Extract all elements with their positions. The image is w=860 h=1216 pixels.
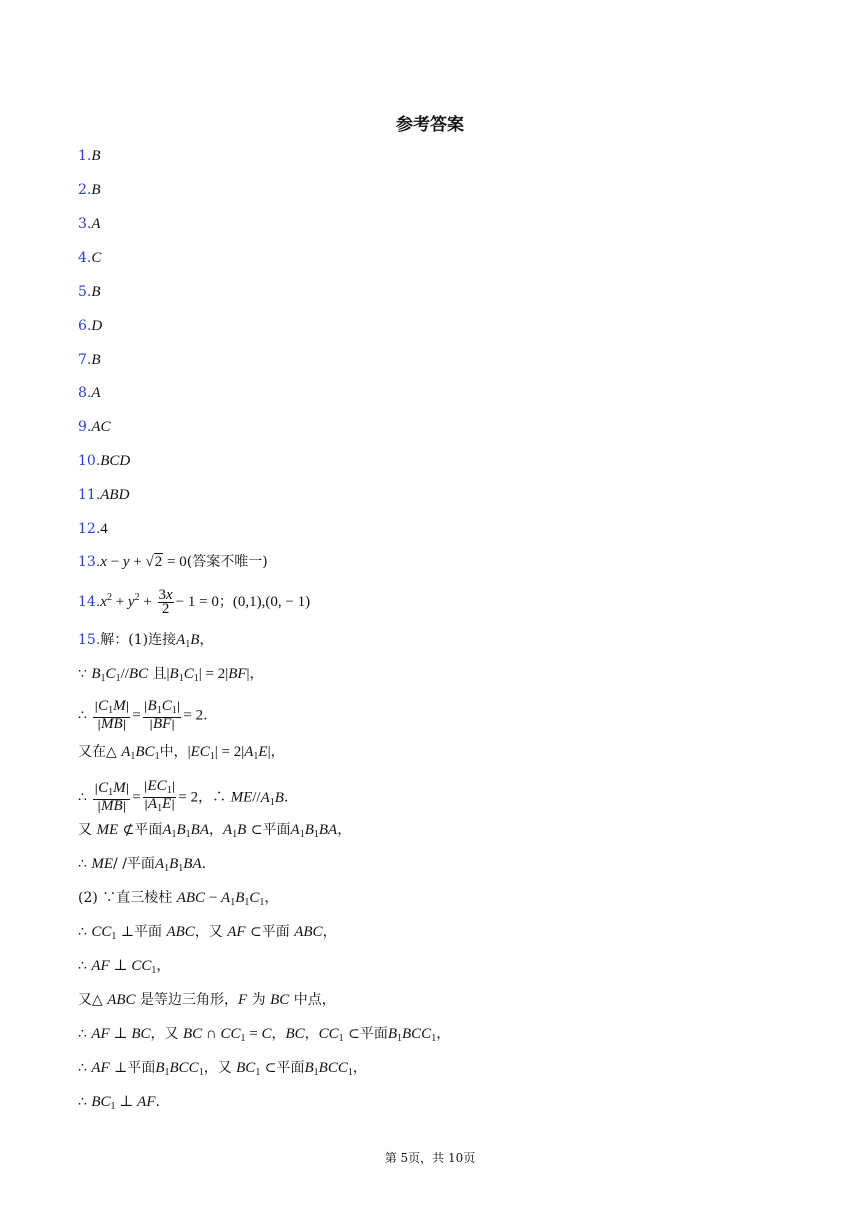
page-title: 参考答案 [396,115,464,135]
solution-line: ∴ $\frac{|C_1M|}{|MB|}$ = $\frac{|EC_1|}{|A_1E|}$ = 2，∴ $ME//A_1B$. [78,778,289,814]
answer-line: 5.B [78,284,101,300]
page-footer: 第 5页，共 10页 [384,1151,476,1165]
answer-line: 1.B [78,148,101,164]
solution-line: ∴ AF ⊥平面$B_1BCC_1$，又 $BC_1$ ⊂平面$B_1BCC_1$， [78,1060,367,1078]
solution-line: ∴ $CC_1$ ⊥平面 ABC，又 AF ⊂平面 ABC， [78,924,337,942]
answer-line: $14.x^2 + y^2$ + $\frac{3x}{2}$ − 1 = 0；(0,1),(0, − 1) [78,587,311,617]
solution-line: (2) ∵直三棱柱 ABC − $A_1B_1C_1$， [78,890,279,908]
answer-line: 10.BCD [78,453,131,469]
solution-line: ∵ $B_1C_1//BC$ 且$|B_1C_1| = 2|BF|$， [78,666,264,684]
answer-line: 9.AC [78,419,111,435]
solution-line: ∴ AF ⊥ BC，又 BC ∩ $CC_1 = C$，BC，$CC_1$ ⊂平面$B_1BCC_1$， [78,1026,451,1044]
answer-line: 2.B [78,182,101,198]
solution-line: ∴ AF ⊥ $CC_1$， [78,958,171,976]
solution-line: 又△ ABC 是等边三角形，F 为 BC 中点， [78,992,336,1008]
solution-line: 又 ME ⊄平面$A_1B_1BA$，$A_1B$ ⊂平面$A_1B_1BA$， [78,822,352,840]
solution-line: 又在△ $A_1BC_1$中，$|EC_1| = 2|A_1E|$， [78,744,285,762]
answer-line: 11.ABD [78,487,130,503]
answer-line: 6.D [78,318,103,334]
answer-line: 12.4 [78,521,108,537]
solution-line: ∴ $BC_1$ ⊥ AF. [78,1094,160,1112]
solution-line: ∴ $\frac{|C_1M|}{|MB|}$ = $\frac{|B_1C_1|}{|BF|}$ = 2. [78,698,208,732]
solution-line: ∴ ME/ /平面$A_1B_1BA$. [78,856,207,874]
answer-line: 3.A [78,216,101,232]
answer-line: 7.B [78,352,101,368]
answer-line: 8.A [78,385,101,401]
answer-line: 4.C [78,250,102,266]
answer-line: 13.x − y + √2 = 0(答案不唯一) [78,554,268,570]
solution-line: 15.解：(1)连接$A_1B$， [78,632,214,650]
